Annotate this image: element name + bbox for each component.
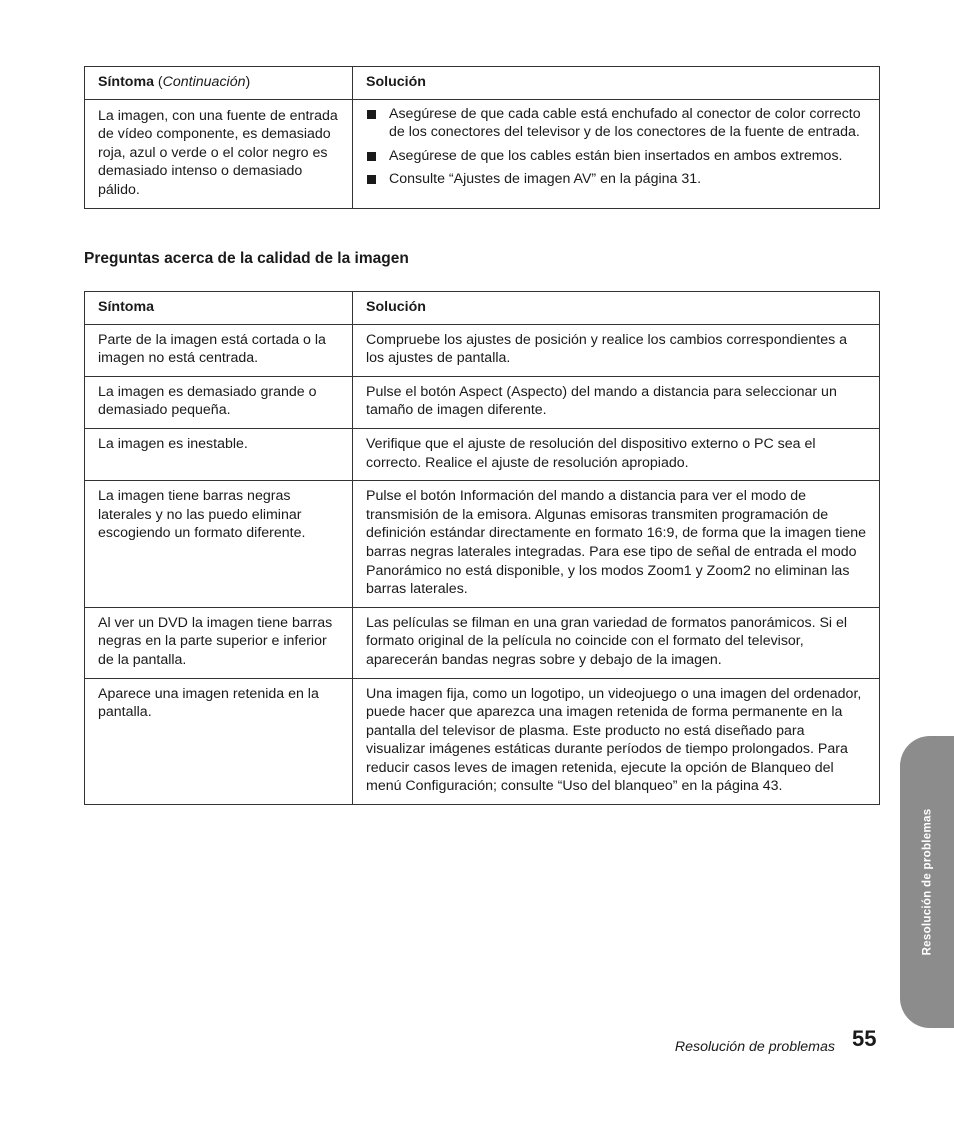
table-row — [85, 99, 880, 208]
solution-text: Pulse el botón Aspect (Aspecto) del mando a distancia para seleccionar un tamaño de imagen diferente. — [366, 383, 837, 419]
symptom-text: La imagen tiene barras negras laterales y no las puedo eliminar escogiendo un formato diferente. — [98, 488, 306, 542]
symptom-header-cell — [85, 292, 353, 325]
bullet-square-icon — [367, 152, 376, 161]
table-row — [85, 481, 880, 608]
symptom-text: Al ver un DVD la imagen tiene barras negras en la parte superior e inferior de la pantalla. — [98, 614, 333, 668]
table-row — [85, 678, 880, 805]
solution-header-cell — [353, 67, 880, 100]
symptom-header-cell: Síntoma (Continuación) — [85, 67, 353, 100]
page-number: 55 — [852, 1026, 877, 1051]
table-row — [85, 324, 880, 376]
footer-section-label: Resolución de problemas — [674, 1039, 835, 1055]
symptom-solution-table-continued — [84, 66, 880, 209]
solution-list — [365, 105, 867, 189]
symptom-cell — [85, 99, 353, 208]
solution-text: Compruebe los ajustes de posición y realice los cambios correspondientes a los ajustes de pantalla. — [366, 331, 848, 367]
solution-text: Una imagen fija, como un logotipo, un videojuego o una imagen del ordenador, puede hacer que aparezca una imagen retenida de forma permanente en la pantalla del televisor de plasma. Este producto no está diseñado para visualizar imágenes estáticas durante períodos de tiempo prolongados. Para reducir casos leves de imagen retenida, ejecute la opción de Blanqueo del menú Configuración; consulte “Uso del blanqueo” en la página 43. — [366, 685, 862, 795]
solution-header-cell — [353, 292, 880, 325]
continuation-note: Continuación — [162, 74, 246, 90]
table-header-row — [85, 67, 880, 100]
solution-header: Solución — [366, 74, 426, 90]
solution-text: Pulse el botón Información del mando a distancia para ver el modo de transmisión de la emisora. Algunas emisoras transmiten programación de definición estándar directamente en formato 16:9, de forma que la imagen tiene barras negras laterales integradas. Para ese tipo de señal de entrada el modo Panorámico no está disponible, y los modos Zoom1 y Zoom2 no eliminan las barras laterales. — [366, 488, 867, 598]
table-header-row — [85, 292, 880, 325]
symptom-solution-table — [84, 291, 880, 805]
solution-text: Las películas se filman en una gran variedad de formatos panorámicos. Si el formato original de la película no coincide con el formato del televisor, aparecerán bandas negras sobre y debajo de la imagen. — [366, 614, 848, 668]
symptom-text: La imagen es inestable. — [98, 435, 248, 452]
section-heading: Preguntas acerca de la calidad de la imagen — [84, 250, 409, 267]
solution-header: Solución — [366, 299, 426, 315]
list-item: Asegúrese de que cada cable está enchufado al conector de color correcto de los conectores del televisor y de los conectores de la fuente de entrada. — [365, 105, 867, 142]
bullet-square-icon — [367, 110, 376, 119]
table-row — [85, 376, 880, 428]
symptom-header: Síntoma — [98, 299, 154, 315]
symptom-text: Parte de la imagen está cortada o la imagen no está centrada. — [98, 331, 326, 367]
bullet-square-icon — [367, 175, 376, 184]
symptom-text: La imagen, con una fuente de entrada de vídeo componente, es demasiado roja, azul o verde o el color negro es demasiado intenso o demasiado pálido. — [98, 107, 338, 198]
symptom-text: La imagen es demasiado grande o demasiado pequeña. — [98, 383, 317, 419]
chapter-side-tab-label: Resolución de problemas — [921, 808, 934, 956]
list-item: Asegúrese de que los cables están bien insertados en ambos extremos. — [365, 147, 867, 166]
table-row — [85, 607, 880, 678]
solution-cell — [353, 99, 880, 208]
symptom-header: Síntoma — [98, 74, 154, 90]
list-item: Consulte “Ajustes de imagen AV” en la página 31. — [365, 170, 867, 189]
solution-text: Verifique que el ajuste de resolución del dispositivo externo o PC sea el correcto. Realice el ajuste de resolución apropiado. — [366, 435, 816, 471]
symptom-text: Aparece una imagen retenida en la pantalla. — [98, 685, 319, 721]
table-row — [85, 428, 880, 480]
